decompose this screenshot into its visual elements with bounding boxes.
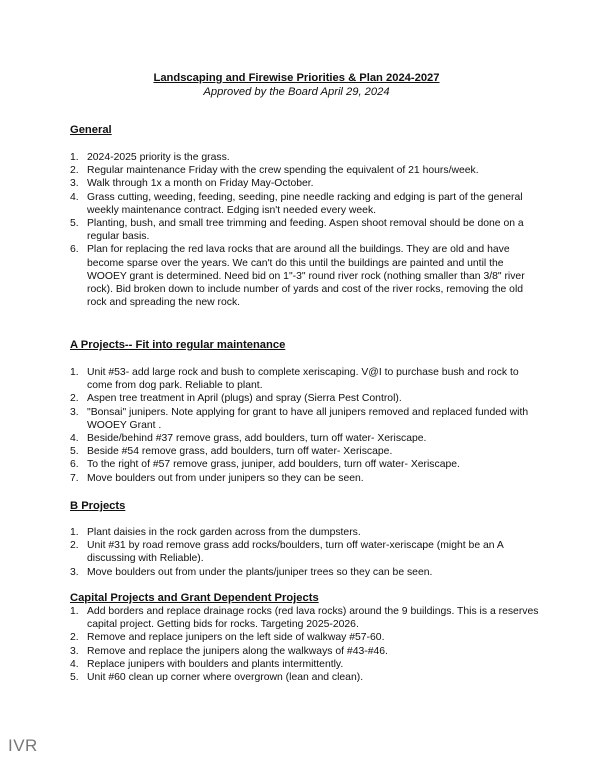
list-item bbox=[70, 445, 540, 458]
item-text: Grass cutting, weeding, feeding, seeding, pine needle racking and edging is part of the general weekly maintenance contract. Edging isn't needed every week. bbox=[87, 191, 523, 216]
item-text: Beside/behind #37 remove grass, add boulders, turn off water- Xeriscape. bbox=[87, 433, 427, 445]
list-item bbox=[70, 458, 540, 471]
item-number: 3. bbox=[70, 406, 79, 418]
item-text: Unit #31 by road remove grass add rocks/boulders, turn off water-xeriscape (might be an A discussing with Reliable). bbox=[87, 540, 504, 565]
list-item bbox=[70, 631, 540, 644]
list-item bbox=[70, 539, 540, 565]
item-number: 2. bbox=[70, 165, 79, 177]
list-item bbox=[70, 243, 540, 309]
list-item bbox=[70, 406, 540, 432]
item-number: 5. bbox=[70, 672, 79, 684]
item-text: To the right of #57 remove grass, juniper, add boulders, turn off water- Xeriscape. bbox=[87, 459, 460, 471]
item-text: "Bonsai" junipers. Note applying for grant to have all junipers removed and replaced funded with WOOEY Grant . bbox=[87, 406, 529, 431]
list-item bbox=[70, 671, 540, 684]
item-text: Move boulders out from under junipers so they can be seen. bbox=[87, 472, 364, 484]
item-text: Aspen tree treatment in April (plugs) and spray (Sierra Pest Control). bbox=[87, 393, 402, 405]
list-item bbox=[70, 645, 540, 658]
item-text: Replace junipers with boulders and plants intermittently. bbox=[87, 658, 344, 670]
document-subtitle: Approved by the Board April 29, 2024 bbox=[203, 86, 390, 98]
item-number: 1. bbox=[70, 527, 79, 538]
document-title: Landscaping and Firewise Priorities & Plan 2024-2027 bbox=[153, 72, 440, 84]
item-number: 3. bbox=[70, 178, 79, 190]
list-item bbox=[70, 526, 540, 539]
item-text: Walk through 1x a month on Friday May-October. bbox=[87, 178, 314, 190]
list-item bbox=[70, 191, 540, 217]
a-projects-list bbox=[70, 366, 540, 485]
list-item bbox=[70, 605, 540, 631]
item-text: Add borders and replace drainage rocks (red lava rocks) around the 9 buildings. This is a reserves capital project. Getting bids for rocks. Targeting 2025-2026. bbox=[87, 606, 539, 631]
list-item bbox=[70, 658, 540, 671]
item-number: 4. bbox=[70, 433, 79, 445]
item-number: 1. bbox=[70, 606, 79, 617]
item-number: 6. bbox=[70, 459, 79, 471]
item-number: 1. bbox=[70, 367, 79, 378]
item-number: 3. bbox=[70, 645, 79, 657]
general-list bbox=[70, 151, 540, 309]
item-number: 3. bbox=[70, 566, 79, 578]
b-projects-list bbox=[70, 526, 540, 579]
item-number: 6. bbox=[70, 244, 79, 256]
list-item bbox=[70, 217, 540, 243]
watermark-text: IVR bbox=[8, 736, 38, 755]
list-item bbox=[70, 366, 540, 392]
list-item bbox=[70, 566, 540, 579]
item-text: Move boulders out from under the plants/juniper trees so they can be seen. bbox=[87, 566, 433, 578]
item-text: Remove and replace junipers on the left side of walkway #57-60. bbox=[87, 632, 385, 644]
item-number: 1. bbox=[70, 152, 79, 163]
item-number: 4. bbox=[70, 191, 79, 203]
item-text: Unit #53- add large rock and bush to complete xeriscaping. V@I to purchase bush and rock to come from dog park. Reliable to plant. bbox=[87, 367, 519, 392]
item-number: 5. bbox=[70, 218, 79, 230]
list-item bbox=[70, 472, 540, 485]
section-heading-general: General bbox=[70, 124, 112, 136]
list-item bbox=[70, 151, 540, 164]
section-heading-capital-projects: Capital Projects and Grant Dependent Projects bbox=[70, 592, 319, 604]
item-text: Planting, bush, and small tree trimming and feeding. Aspen shoot removal should be done on a regular basis. bbox=[87, 218, 524, 243]
item-number: 5. bbox=[70, 446, 79, 458]
item-text: Remove and replace the junipers along the walkways of #43-#46. bbox=[87, 645, 388, 657]
item-number: 2. bbox=[70, 540, 79, 552]
item-number: 4. bbox=[70, 658, 79, 670]
item-text: 2024-2025 priority is the grass. bbox=[87, 152, 230, 163]
section-heading-a-projects: A Projects-- Fit into regular maintenance bbox=[70, 339, 286, 351]
list-item bbox=[70, 432, 540, 445]
capital-projects-list bbox=[70, 605, 540, 684]
list-item bbox=[70, 392, 540, 405]
list-item bbox=[70, 177, 540, 190]
item-text: Regular maintenance Friday with the crew spending the equivalent of 21 hours/week. bbox=[87, 165, 479, 177]
item-text: Unit #60 clean up corner where overgrown (lean and clean). bbox=[87, 672, 364, 684]
item-number: 7. bbox=[70, 472, 79, 484]
item-text: Plant daisies in the rock garden across from the dumpsters. bbox=[87, 527, 361, 538]
item-text: Plan for replacing the red lava rocks that are around all the buildings. They are old and have become sparse over the years. We can't do this until the buildings are painted and until the WOOEY grant is determined. Need bid on 1"-3" round river rock (nothing smaller than 3/8" river rock). Bid broken down to include number of yards and cost of the river rocks, removing the old rock and spreading the new rock. bbox=[87, 244, 525, 309]
section-heading-b-projects: B Projects bbox=[70, 500, 126, 512]
item-number: 2. bbox=[70, 632, 79, 644]
list-item bbox=[70, 164, 540, 177]
item-number: 2. bbox=[70, 393, 79, 405]
item-text: Beside #54 remove grass, add boulders, turn off water- Xeriscape. bbox=[87, 446, 393, 458]
